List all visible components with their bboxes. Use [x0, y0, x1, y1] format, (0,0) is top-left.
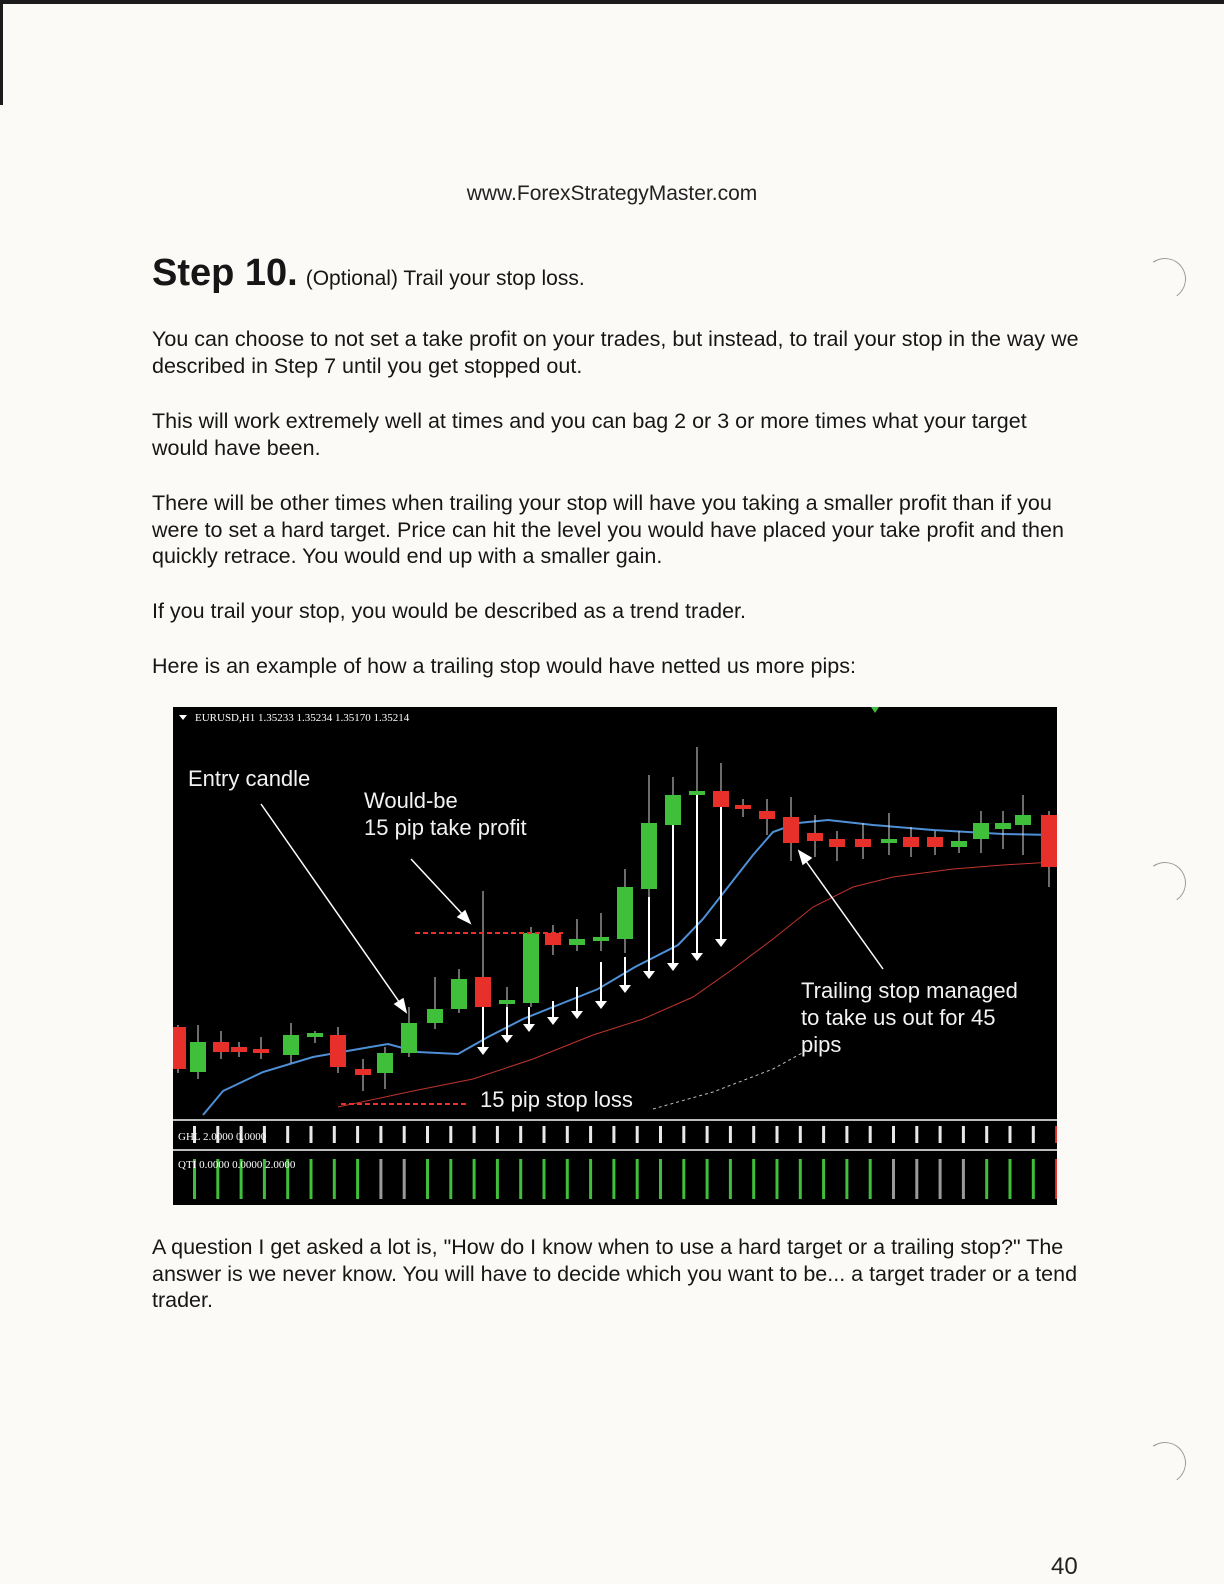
indicator-bar: [612, 1126, 615, 1143]
indicator-bar: [962, 1159, 965, 1199]
panel-divider: [173, 1119, 1057, 1121]
candle-body: [665, 795, 681, 825]
candle-body: [283, 1035, 299, 1055]
candle-body: [973, 823, 989, 839]
indicator-bar: [566, 1126, 569, 1143]
site-url: www.ForexStrategyMaster.com: [466, 182, 758, 205]
candle-body: [523, 933, 539, 1003]
indicator-bar: [286, 1126, 289, 1143]
trailing-label-line3: pips: [801, 1032, 842, 1057]
candle-body: [1015, 815, 1031, 825]
paragraph: This will work extremely well at times and you can bag 2 or 3 or more times what your target would have been.: [152, 409, 1027, 460]
candle-body: [903, 837, 919, 847]
trailing-label-line1: Trailing stop managed: [801, 978, 1018, 1003]
indicator-bar: [589, 1159, 592, 1199]
indicator-bar: [1009, 1159, 1012, 1199]
indicator-bar: [869, 1159, 872, 1199]
paragraph: You can choose to not set a take profit on your trades, but instead, to trail your stop in the way we described in Step 7 until you get stopped out.: [152, 327, 1079, 378]
candle-body: [759, 811, 775, 819]
indicator-bar: [962, 1126, 965, 1143]
candle-body: [855, 839, 871, 847]
chart-svg: [173, 707, 1057, 1205]
step-heading: [152, 252, 585, 295]
indicator-bar: [543, 1126, 546, 1143]
indicator-bar: [892, 1159, 895, 1199]
candle-body: [641, 823, 657, 889]
indicator-bar: [589, 1126, 592, 1143]
step-subtitle: (Optional) Trail your stop loss.: [305, 267, 585, 290]
candle-body: [927, 837, 943, 847]
candle-body: [499, 1000, 515, 1004]
candle-body: [231, 1047, 247, 1052]
indicator-bar: [682, 1159, 685, 1199]
candle-body: [190, 1042, 206, 1072]
indicator-bar: [333, 1159, 336, 1199]
candle-body: [951, 841, 967, 847]
indicator2-label: QTI 0.0000 0.0000 2.0000: [178, 1159, 296, 1171]
page-number: 40: [1051, 1553, 1078, 1580]
indicator-bar: [612, 1159, 615, 1199]
indicator-bar: [869, 1126, 872, 1143]
indicator-bar: [636, 1126, 639, 1143]
panel-divider: [173, 1149, 1057, 1151]
indicator-bar: [799, 1126, 802, 1143]
indicator-bar: [985, 1126, 988, 1143]
candle-body: [307, 1033, 323, 1037]
indicator-bar: [752, 1126, 755, 1143]
indicator-bar: [1055, 1159, 1057, 1199]
indicator-bar: [426, 1126, 429, 1143]
indicator-bar: [473, 1159, 476, 1199]
indicator-bar: [915, 1126, 918, 1143]
indicator-bar: [822, 1159, 825, 1199]
paragraph: There will be other times when trailing your stop will have you taking a smaller profit than if you were to set a hard target. Price can hit the level you would have placed your take profit and then quickly retrace. You would end up with a smaller gain.: [152, 491, 1064, 568]
entry-candle-label: Entry candle: [188, 766, 311, 791]
indicator-bar: [752, 1159, 755, 1199]
candle-body: [617, 887, 633, 939]
indicator-bar: [706, 1126, 709, 1143]
indicator-bar: [659, 1159, 662, 1199]
candle-body: [377, 1053, 393, 1073]
candle-body: [427, 1009, 443, 1023]
indicator-bar: [706, 1159, 709, 1199]
binder-hole: [1141, 1439, 1190, 1488]
indicator1-label: GHL 2.0000 0.0000: [178, 1131, 267, 1143]
candle-body: [173, 1027, 186, 1069]
indicator-bar: [1055, 1126, 1057, 1143]
indicator-bar: [310, 1126, 313, 1143]
indicator-bar: [1032, 1159, 1035, 1199]
scan-edge-left: [0, 0, 3, 105]
indicator-bar: [473, 1126, 476, 1143]
candle-body: [545, 933, 561, 945]
closing-paragraph: A question I get asked a lot is, "How do I know when to use a hard target or a trailing stop?" The answer is we never know. You will have to decide which you want to be... a target trader or a tend trader.: [152, 1235, 1078, 1312]
indicator-bar: [892, 1126, 895, 1143]
indicator-bar: [496, 1159, 499, 1199]
candle-body: [713, 791, 729, 807]
candle-body: [689, 791, 705, 795]
candle-body: [881, 839, 897, 843]
indicator-bar: [356, 1159, 359, 1199]
candle-body: [401, 1023, 417, 1053]
candle-body: [355, 1069, 371, 1075]
stop-loss-label: 15 pip stop loss: [480, 1087, 633, 1112]
take-profit-label-line2: 15 pip take profit: [364, 815, 527, 840]
indicator-bar: [356, 1126, 359, 1143]
indicator-bar: [449, 1126, 452, 1143]
indicator-bar: [845, 1126, 848, 1143]
indicator-bar: [543, 1159, 546, 1199]
indicator-bar: [379, 1126, 382, 1143]
binder-hole: [1141, 859, 1190, 908]
indicator-bar: [426, 1159, 429, 1199]
step-number: Step 10.: [152, 252, 298, 294]
indicator-bar: [310, 1159, 313, 1199]
candle-body: [735, 805, 751, 809]
paragraph: Here is an example of how a trailing stop would have netted us more pips:: [152, 654, 856, 678]
indicator-bar: [729, 1159, 732, 1199]
indicator-bar: [449, 1159, 452, 1199]
indicator-bar: [682, 1126, 685, 1143]
candle-body: [829, 839, 845, 847]
indicator-bar: [729, 1126, 732, 1143]
indicator-bar: [822, 1126, 825, 1143]
candle-body: [213, 1042, 229, 1052]
candle-body: [593, 937, 609, 941]
indicator-bar: [379, 1159, 382, 1199]
candle-body: [451, 979, 467, 1009]
candle-body: [330, 1035, 346, 1067]
forex-chart: [173, 707, 1057, 1205]
candle-body: [1041, 815, 1057, 867]
paragraph: If you trail your stop, you would be described as a trend trader.: [152, 599, 746, 623]
take-profit-label-line1: Would-be: [364, 788, 458, 813]
indicator-bar: [659, 1126, 662, 1143]
chart-header-label: EURUSD,H1 1.35233 1.35234 1.35170 1.35214: [195, 712, 410, 724]
indicator-bar: [333, 1126, 336, 1143]
candle-body: [995, 823, 1011, 829]
candle-body: [253, 1049, 269, 1053]
trailing-label-line2: to take us out for 45: [801, 1005, 996, 1030]
candle-body: [569, 939, 585, 945]
indicator-bar: [915, 1159, 918, 1199]
indicator-bar: [776, 1159, 779, 1199]
indicator-bar: [636, 1159, 639, 1199]
indicator-bar: [519, 1159, 522, 1199]
candle-body: [475, 977, 491, 1007]
indicator-bar: [403, 1159, 406, 1199]
indicator-bar: [1032, 1126, 1035, 1143]
indicator-bar: [1009, 1126, 1012, 1143]
indicator-bar: [519, 1126, 522, 1143]
indicator-bar: [403, 1126, 406, 1143]
scan-edge-top: [0, 0, 1224, 4]
indicator-bar: [496, 1126, 499, 1143]
indicator-bar: [939, 1159, 942, 1199]
indicator-bar: [566, 1159, 569, 1199]
candle-body: [783, 817, 799, 843]
indicator-bar: [776, 1126, 779, 1143]
binder-hole: [1141, 255, 1190, 304]
indicator-bar: [985, 1159, 988, 1199]
candle-body: [807, 833, 823, 841]
indicator-bar: [799, 1159, 802, 1199]
indicator-bar: [845, 1159, 848, 1199]
indicator-bar: [939, 1126, 942, 1143]
